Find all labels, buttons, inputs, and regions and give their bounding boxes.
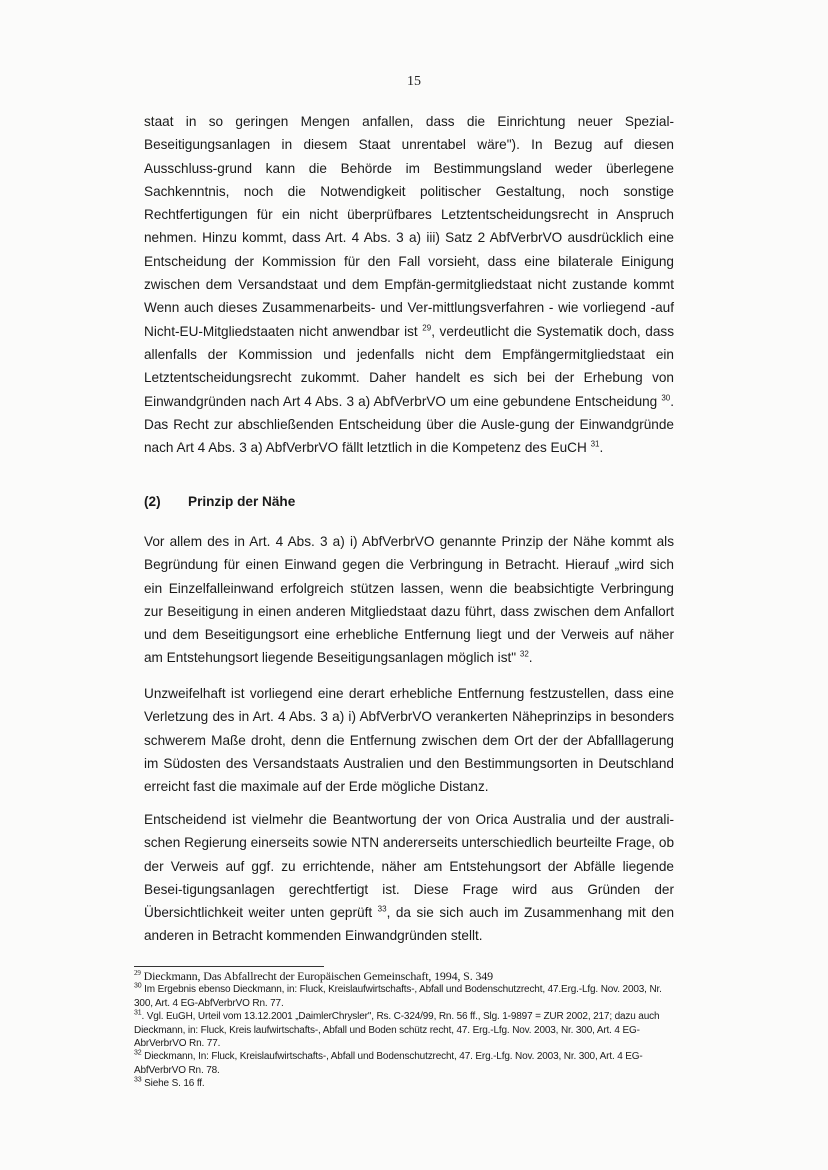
section-heading	[144, 494, 674, 509]
footnote-number: 29	[134, 969, 141, 977]
footnote-29	[134, 970, 674, 983]
page-number: 15	[407, 74, 421, 89]
paragraph-2-text-b: .	[528, 650, 533, 666]
footnote-ref-31: 31	[590, 439, 600, 449]
paragraph-2	[144, 530, 674, 670]
paragraph-4-text-b: , da sie sich auch im Zusammenhang mit den anderen in Betracht kommenden Einwandgründen stellt.	[144, 905, 675, 944]
footnote-text: Dieckmann, In: Fluck, Kreislaufwirtschafts-, Abfall und Bodenschutzrecht, 47. Erg.-Lfg. Nov. 2003, Nr. 300, Art. 4 EG-AbfVerbrVO Rn. 78.	[134, 1051, 643, 1076]
paragraph-1-text-a: staat in so geringen Mengen anfallen, dass die Einrichtung neuer Spezial-Beseitigungsanlagen in diesem Staat unrentabel wäre"). In Bezug auf diesen Ausschluss-grund kann die Behörde im Bestimmungsland weder überlegene Sachkenntnis, noch die Notwendigkeit politischer Gestaltung, noch sonstige Rechtfertigungen für ein nicht überprüfbares Letztentscheidungsrecht in Anspruch nehmen. Hinzu kommt, dass Art. 4 Abs. 3 a) iii) Satz 2 AbfVerbrVO ausdrücklich eine Entscheidung der Kommission für den Fall vorsieht, dass eine bilaterale Einigung zwischen dem Versandstaat und dem Empfän-germitgliedstaat nicht zustande kommt Wenn auch dieses Zusammenarbeits- und Ver-mittlungsverfahren - wie vorliegend -auf Nicht-EU-Mitgliedstaaten nicht anwendbar ist	[144, 114, 674, 339]
footnote-number: 31	[134, 1009, 142, 1017]
paragraph-3	[144, 682, 674, 798]
footnote-ref-32: 32	[519, 649, 529, 659]
footnote-number: 33	[134, 1076, 142, 1084]
footnote-text: Siehe S. 16 ff.	[144, 1078, 205, 1090]
footnote-33	[134, 1077, 674, 1090]
paragraph-3-text: Unzweifelhaft ist vorliegend eine derart erhebliche Entfernung festzustellen, dass eine Verletzung des in Art. 4 Abs. 3 a) i) AbfVerbrVO verankerten Näheprinzips in besonders schwerem Maße droht, denn die Entfernung zwischen dem Ort der der Abfalllagerung im Südosten des Versandstaats Australien und den Bestimmungsorten in Deutschland erreicht fast die maximale auf der Erde mögliche Distanz.	[144, 686, 674, 795]
footnote-ref-29: 29	[422, 323, 432, 333]
paragraph-1-text-d: .	[599, 440, 604, 456]
footnote-ref-30: 30	[661, 393, 671, 403]
paragraph-1	[144, 110, 674, 459]
footnote-text: Dieckmann, Das Abfallrecht der Europäischen Gemeinschaft, 1994, S. 349	[143, 969, 493, 983]
footnote-divider	[134, 966, 324, 967]
footnote-30	[134, 983, 674, 1010]
footnote-32	[134, 1050, 674, 1077]
section-number: (2)	[144, 494, 161, 509]
paragraph-1-text-b: , verdeutlicht die Systematik doch, dass allenfalls der Kommission und jedenfalls nicht dem Empfängermitgliedstaat ein Letztentscheidungsrecht zukommt. Daher handelt es sich bei der Erhebung von Einwandgründen nach Art 4 Abs. 3 a) AbfVerbrVO um eine gebundene Entscheidung	[144, 323, 675, 409]
section-title: Prinzip der Nähe	[188, 494, 296, 509]
paragraph-4	[144, 808, 674, 948]
footnote-ref-33: 33	[377, 904, 387, 914]
footnote-31	[134, 1010, 674, 1050]
footnote-text: Im Ergebnis ebenso Dieckmann, in: Fluck, Kreislaufwirtschafts-, Abfall und Bodenschutzrecht, 47.Erg.-Lfg. Nov. 2003, Nr. 300, Art. 4 EG-AbfVerbrVO Rn. 77.	[134, 984, 662, 1009]
footnote-number: 32	[134, 1050, 142, 1058]
footnote-number: 30	[134, 983, 142, 991]
footnote-text: . Vgl. EuGH, Urteil vom 13.12.2001 „DaimlerChrysler", Rs. C-324/99, Rn. 56 ff., Slg. 1-9897 = ZUR 2002, 217; dazu auch Dieckmann, in: Fluck, Kreis laufwirtschafts-, Abfall und Boden schütz recht, 47. Erg.-Lfg. Nov. 2003, Nr. 300, Art. 4 EG-AbrVerbrVO Rn. 77.	[134, 1011, 660, 1050]
footnotes	[134, 970, 674, 1091]
paragraph-4-text-a: Entscheidend ist vielmehr die Beantwortung der von Orica Australia und der australi-schen Regierung einerseits sowie NTN andererseits unterschiedlich beurteilte Frage, ob der Verweis auf ggf. zu errichtende, näher am Entstehungsort der Abfälle liegende Besei-tigungsanlagen gerechtfertigt ist. Diese Frage wird aus Gründen der Übersichtlichkeit weiter unten geprüft	[144, 812, 674, 921]
paragraph-2-text-a: Vor allem des in Art. 4 Abs. 3 a) i) AbfVerbrVO genannte Prinzip der Nähe kommt als Begründung für einen Einwand gegen die Verbringung in Betracht. Hierauf „wird sich ein Einzelfalleinwand erfolgreich stützen lassen, wenn die beabsichtigte Verbringung zur Beseitigung in einen anderen Mitgliedstaat dazu führt, dass zwischen dem Anfallort und dem Beseitigungsort eine erhebliche Entfernung liegt und der Verweis auf näher am Entstehungsort liegende Beseitigungsanlagen möglich ist"	[144, 534, 674, 666]
paragraph-1-text-c: . Das Recht zur abschließenden Entscheidung über die Ausle-gung der Einwandgründe nach Art 4 Abs. 3 a) AbfVerbrVO fällt letztlich in die Kompetenz des EuCH	[144, 393, 674, 456]
